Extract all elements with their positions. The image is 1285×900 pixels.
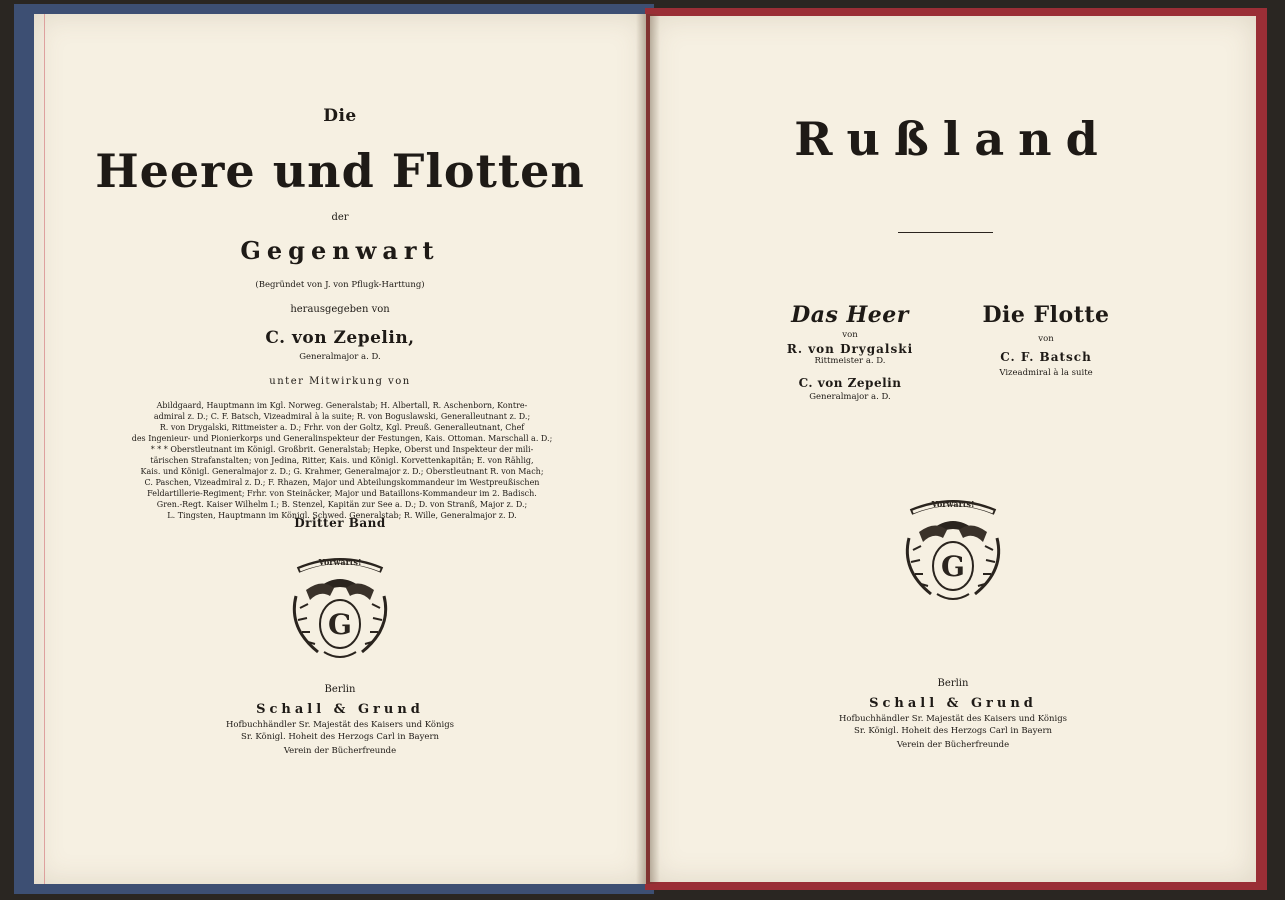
publisher-left: Schall & Grund xyxy=(256,702,424,717)
army-title: Das Heer xyxy=(791,302,909,328)
right-title-page xyxy=(650,16,1256,882)
left-page-margin-line xyxy=(44,14,45,884)
contributor-line: des Ingenieur- und Pionierkorps und Generalinspekteur der Festungen, Kais. Ottoman. Marschall a. D.; xyxy=(131,434,553,443)
society-right: Verein der Bücherfreunde xyxy=(896,740,1010,750)
publisher-emblem-left xyxy=(34,548,646,664)
book-gutter xyxy=(636,14,660,884)
contributor-line: Abildgaard, Hauptmann im Kgl. Norweg. Generalstab; H. Albertall, R. Aschenborn, Kontre- xyxy=(156,401,528,410)
publisher-emblem-right xyxy=(650,490,1256,606)
founded-line: (Begründet von J. von Pflugk-Harttung) xyxy=(255,280,425,290)
motto-text: Vorwärts! xyxy=(931,499,975,509)
contributor-line: Kais. und Königl. Generalmajor z. D.; G. Krahmer, Generalmajor z. D.; Oberstleutnant R. von Mach; xyxy=(140,467,544,476)
contributor-line: tärischen Strafanstalten; von Jedina, Ritter, Kais. und Königl. Korvettenkapitän; E. von Rählig, xyxy=(150,456,534,465)
contributor-line: admiral z. D.; C. F. Batsch, Vizeadmiral à la suite; R. von Boguslawski, Generalleutnant z. D.; xyxy=(153,412,531,421)
navy-block xyxy=(946,302,1146,378)
title-die: Die xyxy=(323,106,357,126)
svg-text:G: G xyxy=(941,550,965,583)
publisher-line1-right: Hofbuchhändler Sr. Majestät des Kaisers und Königs xyxy=(838,714,1068,724)
editor-prefix: herausgegeben von xyxy=(290,304,390,315)
army-author2-rank: Generalmajor a. D. xyxy=(809,392,891,402)
navy-author-rank: Vizeadmiral à la suite xyxy=(999,368,1093,378)
contributor-line: * * * Oberstleutnant im Königl. Großbrit. Generalstab; Hepke, Oberst und Inspekteur der mili- xyxy=(150,445,534,454)
title-gegenwart: Gegenwart xyxy=(240,236,440,265)
editor-rank: Generalmajor a. D. xyxy=(299,352,381,362)
ornament-rule xyxy=(898,232,993,233)
army-block xyxy=(750,302,950,402)
army-author1-rank: Rittmeister a. D. xyxy=(814,356,886,366)
navy-title: Die Flotte xyxy=(982,302,1110,328)
navy-von: von xyxy=(1038,334,1054,344)
contributor-line: C. Paschen, Vizeadmiral z. D.; F. Rhazen, Major und Abteilungskommandeur im Westpreußischen xyxy=(144,478,540,487)
city-left: Berlin xyxy=(324,684,356,695)
army-author2: C. von Zepelin xyxy=(798,376,902,390)
volume-label: Dritter Band xyxy=(294,516,386,530)
publisher-right: Schall & Grund xyxy=(869,696,1037,711)
army-author1: R. von Drygalski xyxy=(786,342,914,356)
publisher-line1-left: Hofbuchhändler Sr. Majestät des Kaisers und Königs xyxy=(225,720,455,730)
contributors-list xyxy=(114,400,570,521)
editor-name: C. von Zepelin, xyxy=(265,328,415,348)
publisher-line2-left: Sr. Königl. Hoheit des Herzogs Carl in Bayern xyxy=(241,732,439,742)
contrib-prefix: unter Mitwirkung von xyxy=(269,376,411,387)
contributor-line: L. Tingsten, Hauptmann im Königl. Schwed. Generalstab; R. Wille, Generalmajor z. D. xyxy=(167,511,517,520)
contributor-line: R. von Drygalski, Rittmeister a. D.; Frhr. von der Goltz, Kgl. Preuß. Generalleutnant, Chef xyxy=(159,423,525,432)
title-der: der xyxy=(331,212,349,223)
contributor-line: Gren.-Regt. Kaiser Wilhelm I.; B. Stenzel, Kapitän zur See a. D.; D. von Stranß, Major z. D.; xyxy=(156,500,528,509)
motto-text: Vorwärts! xyxy=(318,557,362,567)
society-left: Verein der Bücherfreunde xyxy=(283,746,397,756)
title-russland: Rußland xyxy=(794,112,1112,166)
left-title-page xyxy=(34,14,646,884)
contributor-line: Feldartillerie-Regiment; Frhr. von Steinäcker, Major und Bataillons-Kommandeur im 2. Badisch. xyxy=(147,489,537,498)
publisher-line2-right: Sr. Königl. Hoheit des Herzogs Carl in Bayern xyxy=(854,726,1052,736)
navy-author: C. F. Batsch xyxy=(1000,350,1092,364)
title-heere-und-flotten: Heere und Flotten xyxy=(95,144,585,198)
army-von: von xyxy=(842,330,858,340)
svg-text:G: G xyxy=(328,608,352,641)
city-right: Berlin xyxy=(937,678,969,689)
